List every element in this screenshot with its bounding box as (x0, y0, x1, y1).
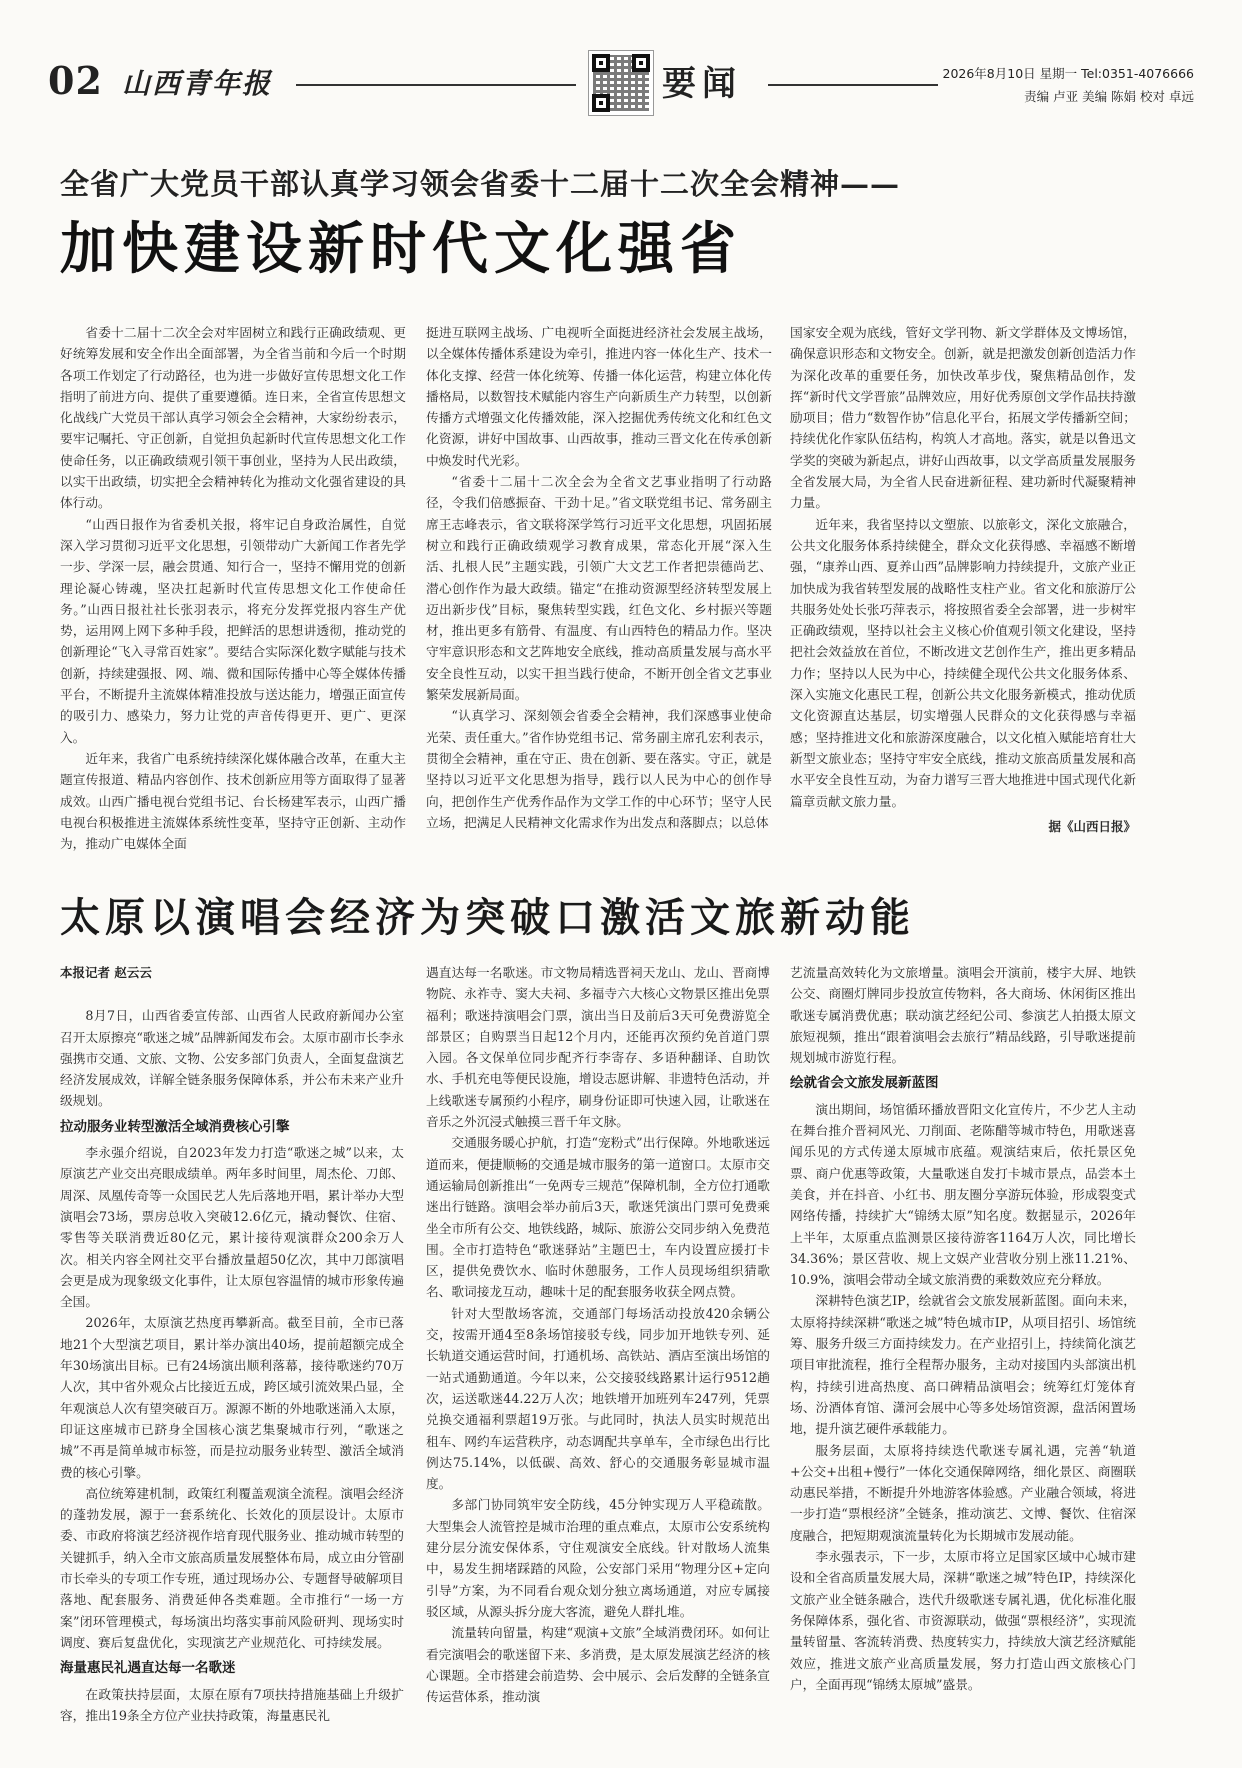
paragraph: 近年来，我省广电系统持续深化媒体融合改革，在重大主题宣传报道、精品内容创作、技术创新应用等方面取得了显著成效。山西广播电视台党组书记、台长杨建军表示，山西广播电视台积极推进主流媒体系统性变革，坚持守正创新、主动作为，推动广电媒体全面 (60, 750, 406, 852)
paragraph: 高位统筹建机制，政策红利覆盖观演全流程。演唱会经济的蓬勃发展，源于一套系统化、长效化的顶层设计。太原市委、市政府将演艺经济视作培育现代服务业、推动城市转型的关键抓手，纳入全市文旅高质量发展整体布局，成立由分管副市长牵头的专项工作专班，通过现场办公、专题督导破解项目落地、配套服务、消费延伸各类难题。全市推行“一场一方案”闭环管理模式，每场演出均落实事前风险研判、现场实时调度、赛后复盘优化，实现演艺产业规范化、可持续发展。 (60, 1485, 404, 1650)
paragraph: 流量转向留量，构建“观演+文旅”全域消费闭环。如何让看完演唱会的歌迷留下来、多消费，是太原发展演艺经济的核心课题。全市搭建会前造势、会中展示、会后发酵的全链条宣传运营体系，推动演 (426, 1625, 770, 1705)
article1-column-3 (790, 322, 1136, 874)
article1-kicker: 全省广大党员干部认真学习领会省委十二届十二次全会精神—— (60, 167, 901, 201)
article1-source: 据《山西日报》 (1048, 818, 1136, 834)
paragraph: 服务层面，太原将持续迭代歌迷专属礼遇，完善“轨道+公交+出租+慢行”一体化交通保障网络，细化景区、商圈联动惠民举措，不断提升外地游客体验感。产业融合领域，将进一步打造“票根经济”全链条，推动演艺、文博、餐饮、住宿深度融合，把短期观演流量转化为长期城市发展动能。 (790, 1442, 1136, 1543)
subheading: 绘就省会文旅发展新蓝图 (790, 1075, 939, 1092)
editors-credit: 责编 卢亚 美编 陈娟 校对 卓远 (1024, 89, 1194, 104)
newspaper-logo: 山西青年报 (122, 67, 273, 100)
paragraph: “认真学习、深刻领会省委全会精神，我们深感事业使命光荣、责任重大。”省作协党组书记、常务副主席孔宏利表示，贯彻全会精神，重在守正、贵在创新、要在落实。守正，就是坚持以习近平文化思想为指导，践行以人民为中心的创作导向，把创作生产优秀作品作为文学工作的中心环节；坚守人民立场，把满足人民精神文化需求作为出发点和落脚点；以总体 (426, 708, 772, 830)
paragraph: 多部门协同筑牢安全防线，45分钟实现万人平稳疏散。大型集会人流管控是城市治理的重点难点，太原市公安系统构建分层分流安保体系，守住观演安全底线。针对散场人流集中，易发生拥堵踩踏的风险，公安部门采用“物理分区+定向引导”方案，为不同看台观众划分独立离场通道，对应专属接驳区域，从源头拆分庞大客流，避免人群扎堆。 (426, 1497, 770, 1619)
paragraph: 近年来，我省坚持以文塑旅、以旅彰文，深化文旅融合，公共文化服务体系持续健全，群众文化获得感、幸福感不断增强，“康养山西、夏养山西”品牌影响力持续提升，文旅产业正加快成为我省转型发展的战略性支柱产业。省文化和旅游厅公共服务处处长张巧萍表示，将按照省委全会部署，进一步树牢正确政绩观，坚持以社会主义核心价值观引领文化建设，坚持把社会效益放在首位，不断改进文艺创作生产，推出更多精品力作；坚持以人民为中心，持续健全现代公共文化服务体系、深入实施文化惠民工程，创新公共文化服务新模式，推动优质文化资源直达基层，切实增强人民群众的文化获得感与幸福感；坚持推进文化和旅游深度融合，以文化植入赋能培育壮大新型文旅业态；坚持守牢安全底线，推动文旅高质量发展和高水平安全良性互动，为奋力谱写三晋大地推进中国式现代化新篇章贡献文旅力量。 (790, 516, 1136, 809)
paragraph: 2026年，太原演艺热度再攀新高。截至目前，全市已落地21个大型演艺项目，累计举办演出40场，提前超额完成全年30场演出目标。已有24场演出顺利落幕，接待歌迷约70万人次，其中省外观众占比接近五成，跨区域引流效果凸显，全年观演总人次有望突破百万。源源不断的外地歌迷涌入太原，印证这座城市已跻身全国核心演艺集聚城市行列，“歌迷之城”不再是简单城市标签，而是拉动服务业转型、激活全域消费的核心引擎。 (60, 1315, 404, 1480)
paragraph: 李永强表示，下一步，太原市将立足国家区域中心城市建设和全省高质量发展大局，深耕“歌迷之城”特色IP，持续深化文旅产业全链条融合，迭代升级歌迷专属礼遇，优化标准化服务保障体系，强化省、市资源联动，做强“票根经济”，实现流量转留量、客流转消费、热度转实力，持续放大演艺经济赋能效应，推进文旅产业高质量发展，努力打造山西文旅核心门户，全面再现“锦绣太原城”盛景。 (790, 1549, 1136, 1692)
paragraph: 8月7日，山西省委宣传部、山西省人民政府新闻办公室召开太原擦亮“歌迷之城”品牌新闻发布会。太原市副市长李永强携市交通、文旅、文物、公安多部门负责人，全面复盘演艺经济发展成效，详解全链条服务保障体系，并公布未来产业升级规划。 (60, 1008, 404, 1109)
article2-column-1 (60, 962, 404, 1752)
paragraph: “省委十二届十二次全会为全省文艺事业指明了行动路径，令我们倍感振奋、干劲十足。”省文联党组书记、常务副主席王志峰表示，省文联将深学笃行习近平文化思想，巩固拓展树立和践行正确政绩观学习教育成果，常态化开展“深入生活、扎根人民”主题实践，引领广大文艺工作者把崇德尚艺、潜心创作作为最大政绩。锚定“在推动资源型经济转型发展上迈出新步伐”目标，聚焦转型实践，红色文化、乡村振兴等题材，推出更多有筋骨、有温度、有山西特色的精品力作。坚决守牢意识形态和文艺阵地安全底线，推动高质量发展与高水平安全良性互动，以实干担当践行使命，不断开创全省文艺事业繁荣发展新局面。 (426, 474, 772, 703)
subheading: 海量惠民礼遇直达每一名歌迷 (60, 1660, 236, 1677)
paragraph: 李永强介绍说，自2023年发力打造“歌迷之城”以来，太原演艺产业交出亮眼成绩单。两年多时间里，周杰伦、刀郎、周深、凤凰传奇等一众国民艺人先后落地开唱，累计举办大型演唱会73场，票房总收入突破12.6亿元，撬动餐饮、住宿、零售等关联消费近80亿元，累计接待观演群众200余万人次。相关内容全网社交平台播放量超50亿次，其中刀郎演唱会更是成为现象级文化事件，让太原包容温情的城市形象传遍全国。 (60, 1145, 404, 1310)
paragraph: 省委十二届十二次全会对牢固树立和践行正确政绩观、更好统筹发展和安全作出全面部署，为全省当前和今后一个时期各项工作划定了行动路径，也为进一步做好宣传思想文化工作指明了前进方向、提供了重要遵循。连日来，全省宣传思想文化战线广大党员干部认真学习领会全会精神，大家纷纷表示，要牢记嘱托、守正创新，自觉担负起新时代宣传思想文化工作使命任务，以正确政绩观引领干事创业，坚持为人民出政绩，以实干出政绩，切实把全会精神转化为推动文化强省建设的具体行动。 (60, 325, 406, 511)
masthead (48, 50, 1194, 120)
article2-column-2 (426, 962, 770, 1752)
paragraph: 艺流量高效转化为文旅增量。演唱会开演前，楼宇大屏、地铁公交、商圈灯牌同步投放宣传物料，各大商场、休闲街区推出歌迷专属消费优惠；联动演艺经纪公司、参演艺人拍摄太原文旅短视频，推出“跟着演唱会去旅行”精品线路，引导歌迷提前规划城市游览行程。 (790, 965, 1136, 1066)
masthead-rule-right (768, 84, 938, 86)
article1-headline: 加快建设新时代文化强省 (60, 216, 742, 282)
article2-column-3 (790, 962, 1136, 1752)
paragraph: “山西日报作为省委机关报，将牢记自身政治属性，自觉深入学习贯彻习近平文化思想，引领带动广大新闻工作者先学一步、学深一层，融会贯通、知行合一，坚持不懈用党的创新理论凝心铸魂，坚决扛起新时代宣传思想文化工作使命任务。”山西日报社社长张羽表示，将充分发挥党报内容生产优势，运用网上网下多种手段，把鲜活的思想讲透彻，推动党的创新理论“飞入寻常百姓家”。要结合实际深化数字赋能与技术创新，持续建强报、网、端、微和国际传播中心等全媒体传播平台，不断提升主流媒体精准投放与送达能力，增强正面宣传的吸引力、感染力，努力让党的声音传得更开、更广、更深入。 (60, 516, 406, 745)
date-and-phone: 2026年8月10日 星期一 Tel:0351-4076666 (942, 66, 1194, 81)
paragraph: 针对大型散场客流，交通部门每场活动投放420余辆公交，按需开通4至8条场馆接驳专线，同步加开地铁专列、延长轨道交通运营时间，打通机场、高铁站、酒店至演出场馆的一站式通勤通道。今年以来，公交接驳线路累计运行9512趟次，运送歌迷44.22万人次；地铁增开加班列车247列，凭票兑换交通福利票超19万张。与此同时，执法人员实时规范出租车、网约车运营秩序，动态调配共享单车，全市绿色出行比例达75.14%，以低碳、高效、舒心的交通服务彰显城市温度。 (426, 1305, 770, 1492)
paragraph: 国家安全观为底线，管好文学刊物、新文学群体及文博场馆，确保意识形态和文物安全。创新，就是把激发创新创造活力作为深化改革的重要任务，加快改革步伐，聚焦精品创作，发挥“新时代文学晋旅”品牌效应，用好优秀原创文学作品扶持激励项目；借力“数智作协”信息化平台，拓展文学传播新空间；持续优化作家队伍结构，构筑人才高地。落实，就是以鲁迅文学奖的突破为新起点，讲好山西故事，以文学高质量发展服务全省发展大局，为全省人民奋进新征程、建功新时代凝聚精神力量。 (790, 325, 1136, 511)
article1-column-1 (60, 322, 406, 874)
masthead-rule-left (296, 84, 576, 86)
paragraph: 挺进互联网主战场、广电视听全面挺进经济社会发展主战场，以全媒体传播体系建设为牵引，推进内容一体化生产、技术一体化支撑、经营一体化统筹、传播一体化运营，构建立体化传播格局，以数智技术赋能内容生产向新质生产力转型，以创新传播方式增强文化传播效能，深入挖掘优秀传统文化和红色文化资源，讲好中国故事、山西故事，推动三晋文化在传承创新中焕发时代光彩。 (426, 325, 772, 468)
paragraph: 演出期间，场馆循环播放晋阳文化宣传片，不少艺人主动在舞台推介晋祠风光、刀削面、老陈醋等城市特色，用歌迷喜闻乐见的方式传递太原城市底蕴。观演结束后，依托景区免票、商户优惠等政策，大量歌迷自发打卡城市景点，品尝本土美食，并在抖音、小红书、朋友圈分享游玩体验，形成裂变式网络传播，持续扩大“锦绣太原”知名度。数据显示，2026年上半年，太原重点监测景区接待游客1164万人次，同比增长34.36%；景区营收、规上文娱产业营收分别上涨11.21%、10.9%，演唱会带动全域文旅消费的乘数效应充分释放。 (790, 1101, 1136, 1288)
paragraph: 在政策扶持层面，太原在原有7项扶持措施基础上升级扩容，推出19条全方位产业扶持政策，海量惠民礼 (60, 1686, 404, 1723)
page-number: 02 (48, 58, 103, 103)
subheading: 拉动服务业转型激活全域消费核心引擎 (60, 1118, 290, 1135)
paragraph: 遇直达每一名歌迷。市文物局精选晋祠天龙山、龙山、晋商博物院、永祚寺、窦大夫祠、多福寺六大核心文物景区推出免票福利；歌迷持演唱会门票，演出当日及前后3天可免费游览全部景区；自购票当日起12个月内，还能再次预约免首道门票入园。各文保单位同步配齐行李寄存、多语种翻译、自助饮水、手机充电等便民设施，增设志愿讲解、非遗特色活动，并上线歌迷专属预约小程序，刷身份证即可快速入园，让歌迷在音乐之外沉浸式触摸三晋千年文脉。 (426, 965, 770, 1130)
article2-headline: 太原以演唱会经济为突破口激活文旅新动能 (60, 895, 915, 941)
paragraph: 交通服务暖心护航，打造“宠粉式”出行保障。外地歌迷远道而来，便捷顺畅的交通是城市服务的第一道窗口。太原市交通运输局创新推出“一免两专三规范”保障机制，全方位打通歌迷出行链路。演唱会举办前后3天，歌迷凭演出门票可免费乘坐全市所有公交、地铁线路，城际、旅游公交同步纳入免费范围。全市打造特色“歌迷驿站”主题巴士，车内设置应援打卡区，提供免费饮水、临时休憩服务，工作人员现场组织猜歌名、歌词接龙互动，趣味十足的配套服务收获全网点赞。 (426, 1135, 770, 1300)
section-title: 要闻 (662, 64, 742, 104)
article1-column-2 (426, 322, 772, 874)
paragraph: 深耕特色演艺IP，绘就省会文旅发展新蓝图。面向未来，太原将持续深耕“歌迷之城”特色城市IP，从项目招引、场馆统筹、服务升级三方面持续发力。在产业招引上，持续简化演艺项目审批流程，推行全程帮办服务，主动对接国内头部演出机构，持续引进高热度、高口碑精品演唱会；统筹红灯笼体育场、汾酒体育馆、潇河会展中心等多处场馆资源，盘活闲置场地，提升演艺硬件承载能力。 (790, 1293, 1136, 1437)
article2-byline: 本报记者 赵云云 (60, 965, 152, 980)
qr-code-icon (588, 50, 654, 116)
